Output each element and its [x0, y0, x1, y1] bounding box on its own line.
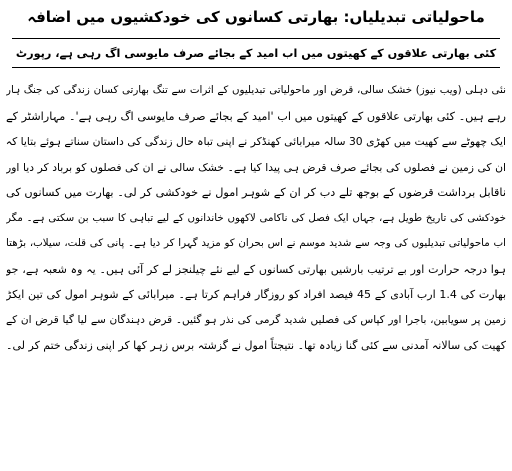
- article-subheadline: کئی بھارتی علاقوں کے کھیتوں میں اب امید کے بجائے صرف مایوسی اگ رہی ہے، رپورٹ: [12, 38, 500, 68]
- article-body-line: کھیت کی سالانہ آمدنی سے کئی گنا زیادہ تھا۔ نتیجتاً امول نے گزشتہ برس زہر کھا کر اپنی زندگی ختم کر لی۔: [6, 339, 506, 352]
- article-body-line: ان کی زمین نے فصلوں کی بجائے صرف قرض ہی پیدا کیا ہے۔ خشک سالی نے ان کی فصلوں کو برباد کر دیا اور: [6, 160, 506, 174]
- article-body: [6, 78, 506, 359]
- article-body-line: بھارت کی 1.4 ارب آبادی کے 45 فیصد افراد کو روزگار فراہم کرتا ہے۔ میرابائی کے شوہر امول کی تین ایکڑ: [6, 288, 506, 301]
- article-body-line: اب ماحولیاتی تبدیلیوں کی وجہ سے شدید موسم نے اس بحران کو مزید گہرا کر دیا ہے۔ پانی کی قلت، سیلاب، بڑھتا: [6, 237, 506, 249]
- article-headline: ماحولیاتی تبدیلیاں: بھارتی کسانوں کی خودکشیوں میں اضافہ: [27, 8, 485, 26]
- article-body-line: رہے ہیں۔ کئی بھارتی علاقوں کے کھیتوں میں اب 'امید کے بجائے صرف مایوسی اگ رہی ہے'۔ مہاراشٹر کے: [6, 109, 506, 123]
- article-body-line: ایک چھوٹے سے کھیت میں کھڑی 30 سالہ میرابائی کھنڈکر نے اپنی تباہ حال زندگی کی داستان سناتے ہوئے بتایا کہ: [6, 135, 506, 148]
- article-body-line: خودکشی کی تاریخ طویل ہے، جہاں ایک فصل کی ناکامی لاکھوں خاندانوں کے لیے تباہی کا سبب بن سکتی ہے۔ مگر: [6, 211, 506, 224]
- article-body-line: نئی دہلی (ویب نیوز) خشک سالی، قرض اور ماحولیاتی تبدیلیوں کے اثرات سے تنگ بھارتی کسان زندگی کی جنگ ہار: [6, 84, 506, 96]
- article-body-line: زمین پر سویابین، باجرا اور کپاس کی فصلیں شدید گرمی کی نذر ہو گئیں۔ قرض دہندگان سے لیا گیا قرض ان کے: [6, 313, 506, 326]
- article-body-line: ناقابل برداشت قرضوں کے بوجھ تلے دب کر ان کے شوہر امول نے خودکشی کر لی۔ بھارت میں کسانوں کی: [6, 186, 506, 199]
- article-body-line: ہوا درجہ حرارت اور بے ترتیب بارشیں بھارتی کسانوں کے لیے نئے چیلنجز لے کر آئی ہیں۔ یہ وہ شعبہ ہے، جو: [6, 262, 506, 276]
